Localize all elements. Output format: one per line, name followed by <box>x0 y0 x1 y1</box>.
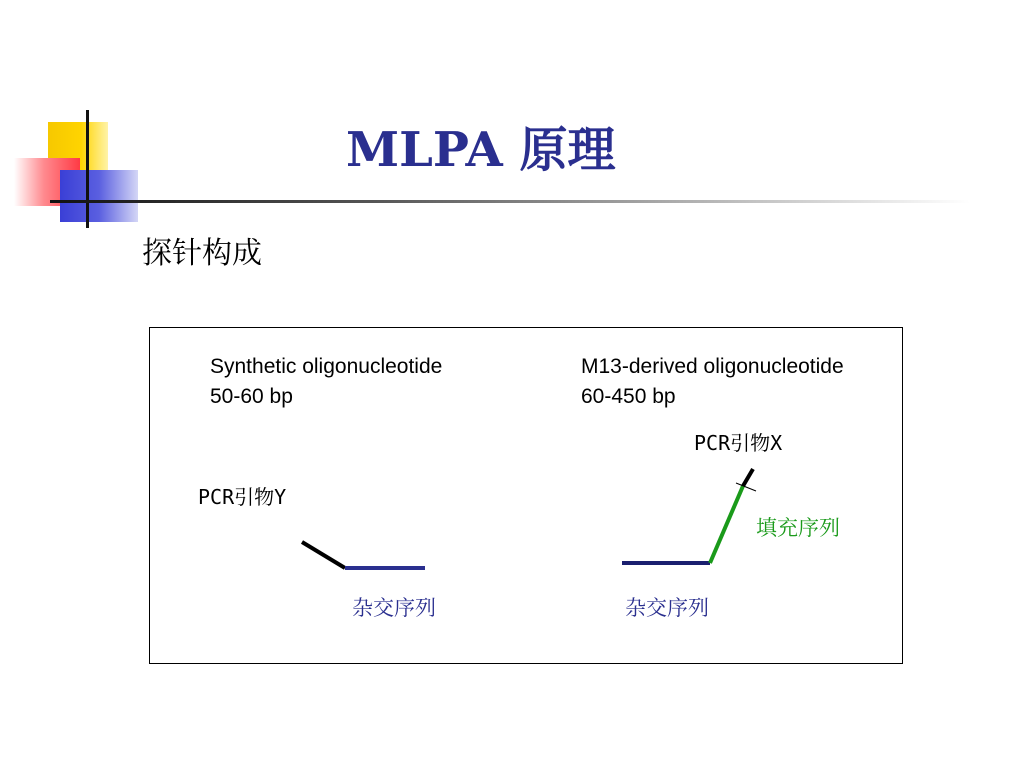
left-hybridizing-label: 杂交序列 <box>352 596 436 620</box>
right-primer-x-segment <box>743 469 753 486</box>
page-subtitle: 探针构成 <box>142 236 262 271</box>
page-title: MLPA 原理 <box>346 122 616 178</box>
right-probe-length-label: 60-450 bp <box>581 385 676 408</box>
left-primer-label: PCR引物Y <box>198 485 287 509</box>
right-hybridizing-label: 杂交序列 <box>625 596 709 620</box>
left-primer-y-segment <box>302 542 345 568</box>
right-primer-label: PCR引物X <box>694 431 783 455</box>
left-probe-type-label: Synthetic oligonucleotide <box>210 355 443 378</box>
right-stuffer-label: 填充序列 <box>756 516 840 540</box>
right-probe-type-label: M13-derived oligonucleotide <box>581 355 844 378</box>
right-stuffer-segment <box>710 486 743 563</box>
left-probe-length-label: 50-60 bp <box>210 385 293 408</box>
